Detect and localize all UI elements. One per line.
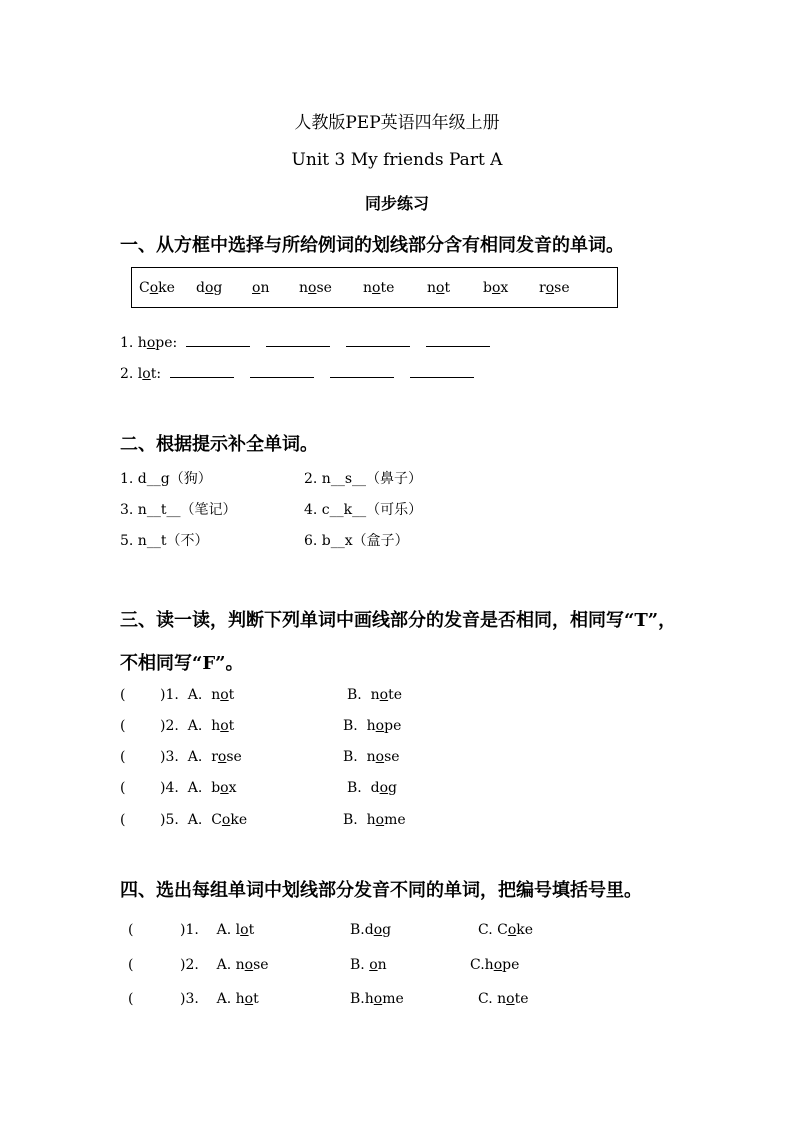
- judge-row: ( )1. A. not: [120, 687, 235, 703]
- choice-option-b: B. on: [350, 957, 387, 973]
- answer-blank[interactable]: [346, 333, 410, 347]
- exercise-item: 3. n__t__（笔记）: [120, 502, 237, 518]
- answer-bracket[interactable]: (: [128, 922, 134, 938]
- answer-bracket[interactable]: (: [128, 991, 134, 1007]
- title-unit: Unit 3 My friends Part A: [291, 150, 503, 170]
- word-box: [131, 267, 618, 308]
- section3-heading-line1: 三、读一读，判断下列单词中画线部分的发音是否相同，相同写“T”，: [120, 610, 677, 631]
- judge-option-b: B. hope: [343, 718, 402, 734]
- answer-bracket[interactable]: (: [120, 812, 126, 828]
- section3-heading-line2: 不相同写“F”。: [120, 653, 244, 674]
- box-word: rose: [539, 280, 570, 296]
- section1-heading: 一、从方框中选择与所给例词的划线部分含有相同发音的单词。: [120, 235, 624, 256]
- answer-blank[interactable]: [170, 364, 234, 378]
- exercise-line: 2. lot:: [120, 364, 490, 382]
- answer-bracket[interactable]: (: [120, 687, 126, 703]
- exercise-item: 4. c__k__（可乐）: [304, 502, 423, 518]
- choice-option-b: B.home: [350, 991, 404, 1007]
- choice-option-b: B.dog: [350, 922, 392, 938]
- judge-option-b: B. note: [347, 687, 403, 703]
- exercise-item: 1. d__g（狗）: [120, 471, 212, 487]
- choice-row: ( )1. A. lot: [128, 922, 255, 938]
- box-word: note: [363, 280, 395, 296]
- exercise-item: 5. n__t（不）: [120, 533, 209, 549]
- box-word: box: [483, 280, 509, 296]
- title-subtitle: 同步练习: [364, 194, 429, 213]
- judge-option-b: B. home: [343, 812, 406, 828]
- choice-row: ( )3. A. hot: [128, 991, 259, 1007]
- answer-bracket[interactable]: (: [120, 780, 126, 796]
- judge-row: ( )3. A. rose: [120, 749, 242, 765]
- choice-option-c: C. note: [478, 991, 529, 1007]
- answer-blank[interactable]: [186, 333, 250, 347]
- choice-option-c: C.hope: [470, 957, 520, 973]
- answer-blank[interactable]: [426, 333, 490, 347]
- section2-heading: 二、根据提示补全单词。: [120, 434, 318, 455]
- box-word: Coke: [139, 280, 175, 296]
- answer-bracket[interactable]: (: [120, 718, 126, 734]
- box-word: dog: [196, 280, 223, 296]
- judge-row: ( )4. A. box: [120, 780, 237, 796]
- title-chinese: 人教版PEP英语四年级上册: [294, 113, 500, 133]
- answer-blank[interactable]: [410, 364, 474, 378]
- exercise-item: 2. n__s__（鼻子）: [304, 471, 423, 487]
- judge-row: ( )2. A. hot: [120, 718, 235, 734]
- answer-bracket[interactable]: (: [128, 957, 134, 973]
- answer-blank[interactable]: [266, 333, 330, 347]
- box-word: nose: [299, 280, 332, 296]
- choice-row: ( )2. A. nose: [128, 957, 269, 973]
- answer-bracket[interactable]: (: [120, 749, 126, 765]
- judge-row: ( )5. A. Coke: [120, 812, 248, 828]
- box-word: not: [427, 280, 451, 296]
- choice-option-c: C. Coke: [478, 922, 534, 938]
- judge-option-b: B. nose: [343, 749, 400, 765]
- answer-blank[interactable]: [330, 364, 394, 378]
- section4-heading: 四、选出每组单词中划线部分发音不同的单词，把编号填括号里。: [120, 880, 642, 901]
- box-word: on: [252, 280, 270, 296]
- judge-option-b: B. dog: [347, 780, 398, 796]
- exercise-item: 6. b__x（盒子）: [304, 533, 409, 549]
- exercise-line: 1. hope:: [120, 333, 506, 351]
- answer-blank[interactable]: [250, 364, 314, 378]
